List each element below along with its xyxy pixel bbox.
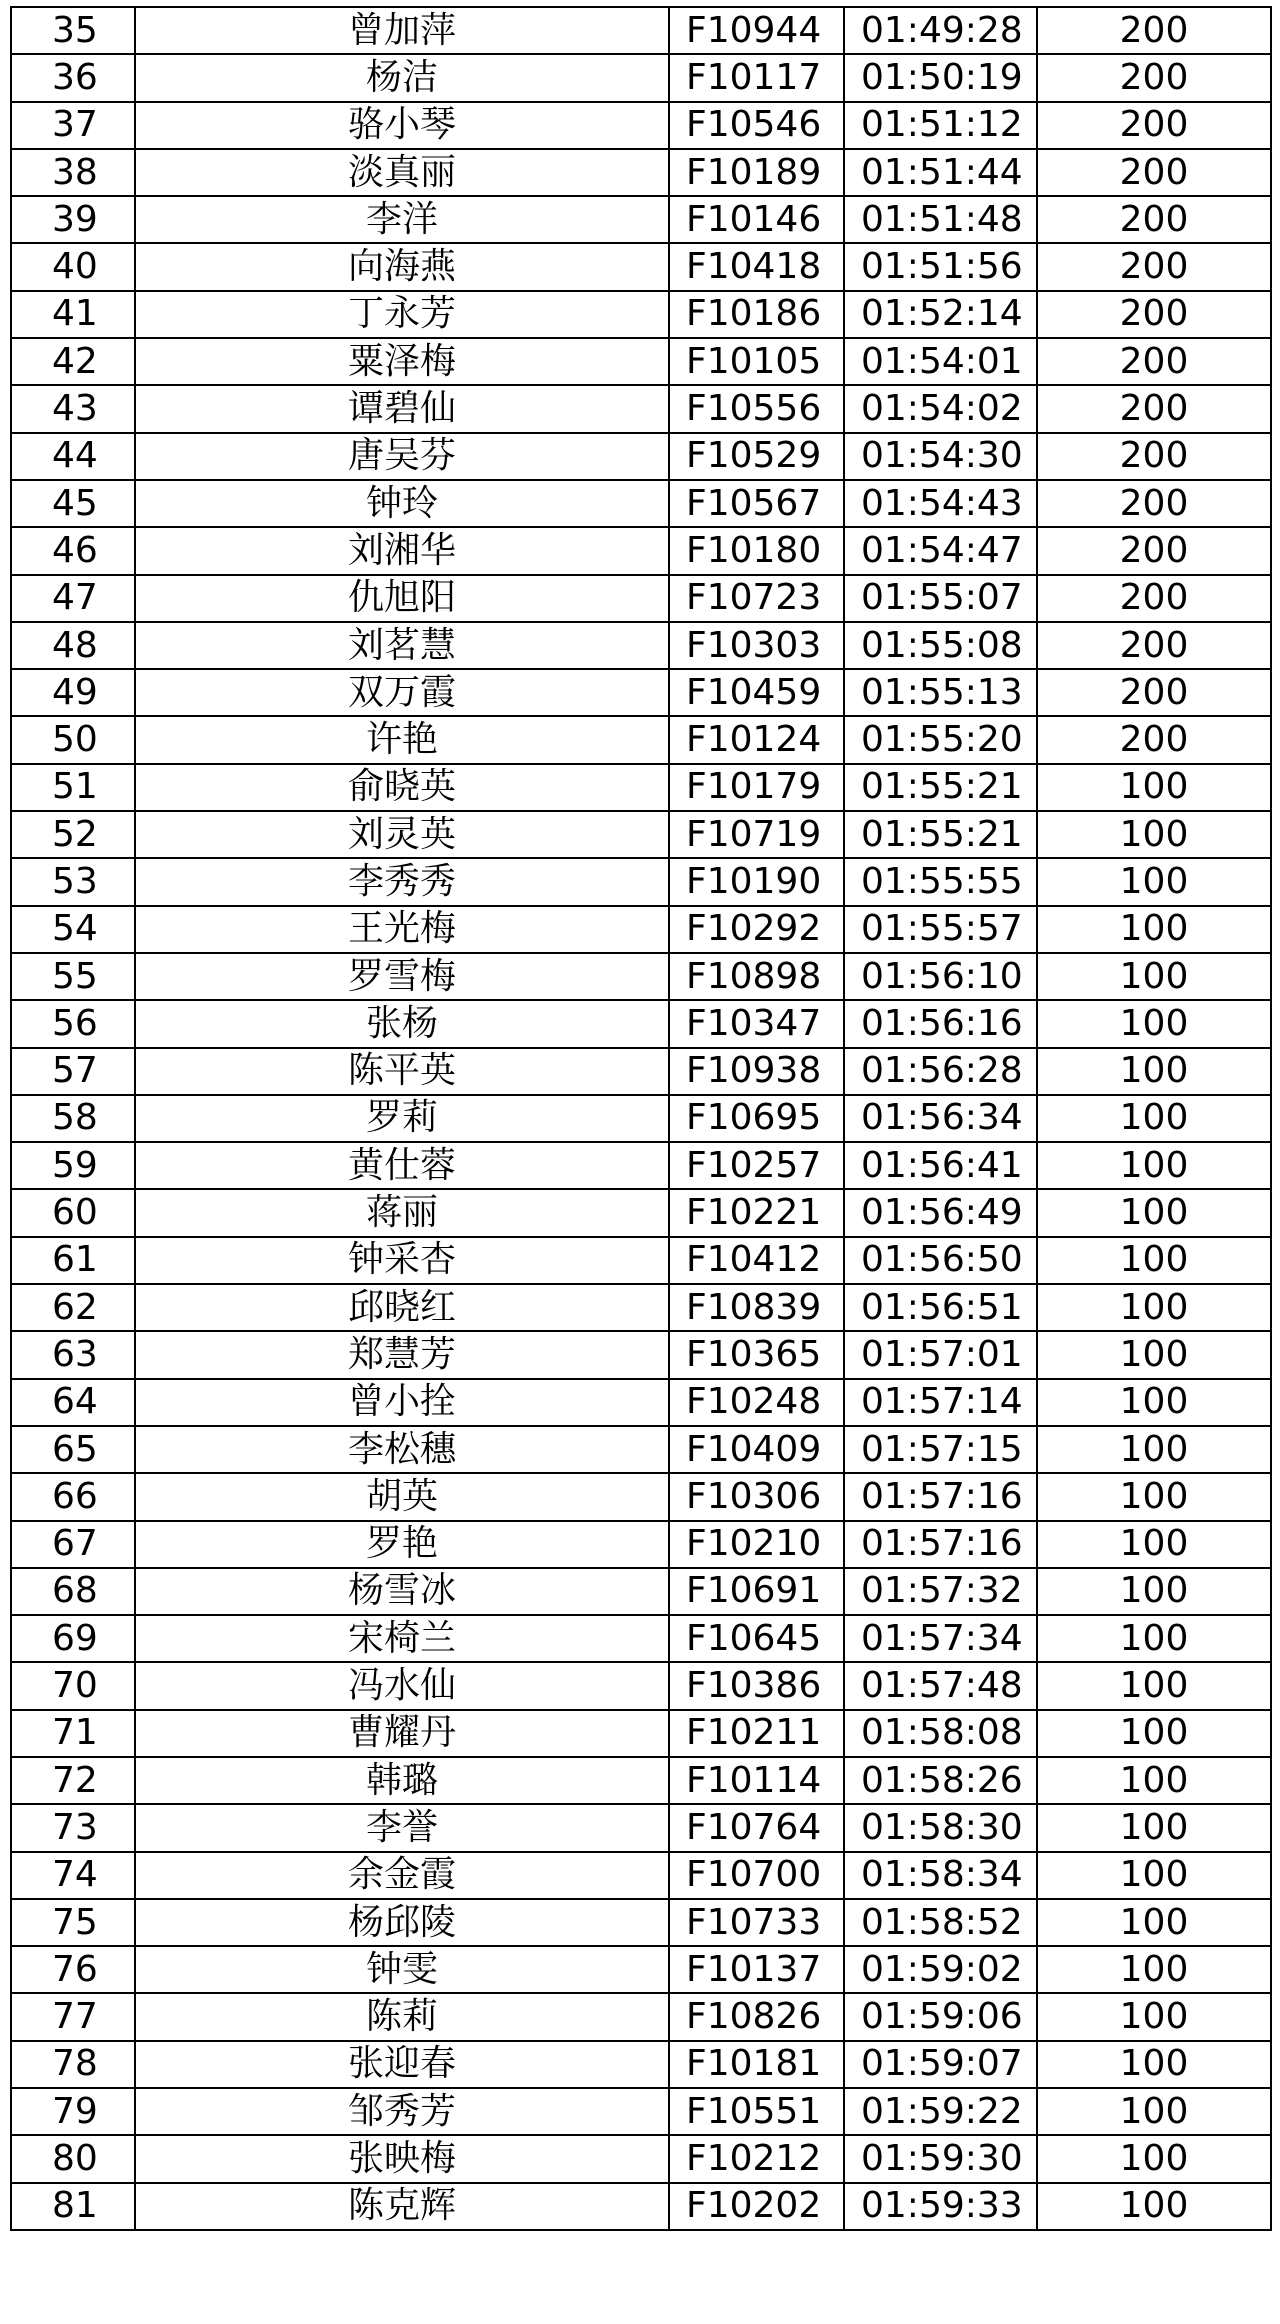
bib-number-cell: F10180 [669, 527, 844, 574]
rank-cell: 48 [11, 622, 135, 669]
bib-number-cell: F10546 [669, 102, 844, 149]
results-table-body [11, 7, 1271, 2230]
points-cell: 100 [1037, 1993, 1271, 2040]
name-cell: 郑慧芳 [135, 1331, 669, 1378]
table-row [11, 1804, 1271, 1851]
points-cell: 200 [1037, 622, 1271, 669]
bib-number-cell: F10146 [669, 196, 844, 243]
points-cell: 100 [1037, 811, 1271, 858]
points-cell: 100 [1037, 1237, 1271, 1284]
table-row [11, 2041, 1271, 2088]
table-row [11, 1852, 1271, 1899]
finish-time-cell: 01:57:32 [844, 1568, 1037, 1615]
name-cell: 钟雯 [135, 1946, 669, 1993]
table-row [11, 1048, 1271, 1095]
rank-cell: 65 [11, 1426, 135, 1473]
rank-cell: 79 [11, 2088, 135, 2135]
table-row [11, 2135, 1271, 2182]
table-row [11, 1993, 1271, 2040]
finish-time-cell: 01:57:15 [844, 1426, 1037, 1473]
rank-cell: 42 [11, 338, 135, 385]
name-cell: 胡英 [135, 1473, 669, 1520]
points-cell: 200 [1037, 338, 1271, 385]
finish-time-cell: 01:55:21 [844, 764, 1037, 811]
finish-time-cell: 01:57:01 [844, 1331, 1037, 1378]
finish-time-cell: 01:56:41 [844, 1142, 1037, 1189]
points-cell: 100 [1037, 764, 1271, 811]
name-cell: 张迎春 [135, 2041, 669, 2088]
bib-number-cell: F10117 [669, 54, 844, 101]
rank-cell: 39 [11, 196, 135, 243]
bib-number-cell: F10114 [669, 1757, 844, 1804]
finish-time-cell: 01:56:28 [844, 1048, 1037, 1095]
rank-cell: 77 [11, 1993, 135, 2040]
name-cell: 曾加萍 [135, 7, 669, 54]
name-cell: 曹耀丹 [135, 1710, 669, 1757]
finish-time-cell: 01:55:21 [844, 811, 1037, 858]
rank-cell: 40 [11, 243, 135, 290]
table-row [11, 764, 1271, 811]
finish-time-cell: 01:55:20 [844, 716, 1037, 763]
finish-time-cell: 01:55:55 [844, 858, 1037, 905]
bib-number-cell: F10700 [669, 1852, 844, 1899]
name-cell: 唐吴芬 [135, 433, 669, 480]
table-row [11, 1331, 1271, 1378]
name-cell: 余金霞 [135, 1852, 669, 1899]
table-row [11, 2088, 1271, 2135]
rank-cell: 54 [11, 906, 135, 953]
finish-time-cell: 01:54:43 [844, 480, 1037, 527]
bib-number-cell: F10529 [669, 433, 844, 480]
rank-cell: 46 [11, 527, 135, 574]
bib-number-cell: F10551 [669, 2088, 844, 2135]
rank-cell: 41 [11, 291, 135, 338]
finish-time-cell: 01:51:44 [844, 149, 1037, 196]
bib-number-cell: F10839 [669, 1284, 844, 1331]
rank-cell: 64 [11, 1379, 135, 1426]
points-cell: 100 [1037, 1284, 1271, 1331]
bib-number-cell: F10181 [669, 2041, 844, 2088]
points-cell: 100 [1037, 906, 1271, 953]
finish-time-cell: 01:55:57 [844, 906, 1037, 953]
finish-time-cell: 01:51:48 [844, 196, 1037, 243]
rank-cell: 72 [11, 1757, 135, 1804]
finish-time-cell: 01:55:08 [844, 622, 1037, 669]
finish-time-cell: 01:55:13 [844, 669, 1037, 716]
points-cell: 100 [1037, 1757, 1271, 1804]
finish-time-cell: 01:56:10 [844, 953, 1037, 1000]
name-cell: 李秀秀 [135, 858, 669, 905]
name-cell: 曾小拴 [135, 1379, 669, 1426]
rank-cell: 62 [11, 1284, 135, 1331]
table-row [11, 669, 1271, 716]
name-cell: 俞晓英 [135, 764, 669, 811]
finish-time-cell: 01:58:08 [844, 1710, 1037, 1757]
name-cell: 仇旭阳 [135, 575, 669, 622]
bib-number-cell: F10292 [669, 906, 844, 953]
rank-cell: 47 [11, 575, 135, 622]
table-row [11, 54, 1271, 101]
table-row [11, 1757, 1271, 1804]
rank-cell: 51 [11, 764, 135, 811]
table-row [11, 1946, 1271, 1993]
name-cell: 黄仕蓉 [135, 1142, 669, 1189]
table-row [11, 7, 1271, 54]
table-row [11, 480, 1271, 527]
points-cell: 200 [1037, 196, 1271, 243]
rank-cell: 57 [11, 1048, 135, 1095]
bib-number-cell: F10137 [669, 1946, 844, 1993]
bib-number-cell: F10567 [669, 480, 844, 527]
table-row [11, 1615, 1271, 1662]
rank-cell: 68 [11, 1568, 135, 1615]
points-cell: 100 [1037, 1804, 1271, 1851]
points-cell: 100 [1037, 1473, 1271, 1520]
table-row [11, 1568, 1271, 1615]
points-cell: 100 [1037, 1048, 1271, 1095]
table-row [11, 1095, 1271, 1142]
bib-number-cell: F10257 [669, 1142, 844, 1189]
bib-number-cell: F10306 [669, 1473, 844, 1520]
bib-number-cell: F10691 [669, 1568, 844, 1615]
name-cell: 张映梅 [135, 2135, 669, 2182]
points-cell: 100 [1037, 1521, 1271, 1568]
finish-time-cell: 01:56:51 [844, 1284, 1037, 1331]
bib-number-cell: F10386 [669, 1662, 844, 1709]
rank-cell: 66 [11, 1473, 135, 1520]
name-cell: 杨邱陵 [135, 1899, 669, 1946]
bib-number-cell: F10248 [669, 1379, 844, 1426]
rank-cell: 73 [11, 1804, 135, 1851]
bib-number-cell: F10719 [669, 811, 844, 858]
table-row [11, 433, 1271, 480]
table-row [11, 1189, 1271, 1236]
bib-number-cell: F10733 [669, 1899, 844, 1946]
table-row [11, 149, 1271, 196]
table-row [11, 811, 1271, 858]
bib-number-cell: F10898 [669, 953, 844, 1000]
name-cell: 刘灵英 [135, 811, 669, 858]
bib-number-cell: F10212 [669, 2135, 844, 2182]
name-cell: 谭碧仙 [135, 385, 669, 432]
table-row [11, 622, 1271, 669]
rank-cell: 76 [11, 1946, 135, 1993]
points-cell: 100 [1037, 1615, 1271, 1662]
table-row [11, 338, 1271, 385]
table-row [11, 1426, 1271, 1473]
finish-time-cell: 01:51:12 [844, 102, 1037, 149]
table-row [11, 102, 1271, 149]
rank-cell: 50 [11, 716, 135, 763]
bib-number-cell: F10124 [669, 716, 844, 763]
table-row [11, 1379, 1271, 1426]
rank-cell: 45 [11, 480, 135, 527]
points-cell: 100 [1037, 2183, 1271, 2230]
rank-cell: 71 [11, 1710, 135, 1757]
bib-number-cell: F10189 [669, 149, 844, 196]
bib-number-cell: F10418 [669, 243, 844, 290]
table-row [11, 1662, 1271, 1709]
finish-time-cell: 01:57:16 [844, 1473, 1037, 1520]
finish-time-cell: 01:58:26 [844, 1757, 1037, 1804]
points-cell: 200 [1037, 102, 1271, 149]
points-cell: 100 [1037, 1142, 1271, 1189]
rank-cell: 37 [11, 102, 135, 149]
name-cell: 陈莉 [135, 1993, 669, 2040]
table-row [11, 243, 1271, 290]
points-cell: 100 [1037, 1662, 1271, 1709]
bib-number-cell: F10764 [669, 1804, 844, 1851]
bib-number-cell: F10944 [669, 7, 844, 54]
table-row [11, 196, 1271, 243]
name-cell: 丁永芳 [135, 291, 669, 338]
rank-cell: 43 [11, 385, 135, 432]
name-cell: 杨雪冰 [135, 1568, 669, 1615]
points-cell: 200 [1037, 716, 1271, 763]
name-cell: 骆小琴 [135, 102, 669, 149]
points-cell: 100 [1037, 2135, 1271, 2182]
bib-number-cell: F10412 [669, 1237, 844, 1284]
finish-time-cell: 01:57:16 [844, 1521, 1037, 1568]
finish-time-cell: 01:56:34 [844, 1095, 1037, 1142]
name-cell: 双万霞 [135, 669, 669, 716]
finish-time-cell: 01:57:14 [844, 1379, 1037, 1426]
finish-time-cell: 01:58:34 [844, 1852, 1037, 1899]
bib-number-cell: F10179 [669, 764, 844, 811]
points-cell: 100 [1037, 1946, 1271, 1993]
name-cell: 张杨 [135, 1000, 669, 1047]
name-cell: 向海燕 [135, 243, 669, 290]
table-row [11, 1710, 1271, 1757]
finish-time-cell: 01:56:16 [844, 1000, 1037, 1047]
finish-time-cell: 01:58:52 [844, 1899, 1037, 1946]
finish-time-cell: 01:56:50 [844, 1237, 1037, 1284]
points-cell: 100 [1037, 1852, 1271, 1899]
name-cell: 李松穗 [135, 1426, 669, 1473]
bib-number-cell: F10186 [669, 291, 844, 338]
name-cell: 罗莉 [135, 1095, 669, 1142]
finish-time-cell: 01:49:28 [844, 7, 1037, 54]
rank-cell: 52 [11, 811, 135, 858]
bib-number-cell: F10210 [669, 1521, 844, 1568]
name-cell: 刘湘华 [135, 527, 669, 574]
name-cell: 冯水仙 [135, 1662, 669, 1709]
points-cell: 200 [1037, 243, 1271, 290]
table-row [11, 1284, 1271, 1331]
points-cell: 100 [1037, 1568, 1271, 1615]
rank-cell: 70 [11, 1662, 135, 1709]
name-cell: 李洋 [135, 196, 669, 243]
rank-cell: 59 [11, 1142, 135, 1189]
bib-number-cell: F10190 [669, 858, 844, 905]
table-row [11, 1899, 1271, 1946]
finish-time-cell: 01:52:14 [844, 291, 1037, 338]
name-cell: 陈克辉 [135, 2183, 669, 2230]
rank-cell: 80 [11, 2135, 135, 2182]
bib-number-cell: F10826 [669, 1993, 844, 2040]
rank-cell: 75 [11, 1899, 135, 1946]
bib-number-cell: F10695 [669, 1095, 844, 1142]
finish-time-cell: 01:59:02 [844, 1946, 1037, 1993]
bib-number-cell: F10221 [669, 1189, 844, 1236]
table-row [11, 385, 1271, 432]
bib-number-cell: F10556 [669, 385, 844, 432]
finish-time-cell: 01:59:07 [844, 2041, 1037, 2088]
points-cell: 200 [1037, 385, 1271, 432]
finish-time-cell: 01:59:33 [844, 2183, 1037, 2230]
points-cell: 200 [1037, 527, 1271, 574]
name-cell: 宋椅兰 [135, 1615, 669, 1662]
points-cell: 100 [1037, 1331, 1271, 1378]
rank-cell: 38 [11, 149, 135, 196]
points-cell: 200 [1037, 7, 1271, 54]
finish-time-cell: 01:54:30 [844, 433, 1037, 480]
rank-cell: 78 [11, 2041, 135, 2088]
bib-number-cell: F10459 [669, 669, 844, 716]
table-row [11, 291, 1271, 338]
points-cell: 100 [1037, 1710, 1271, 1757]
name-cell: 淡真丽 [135, 149, 669, 196]
rank-cell: 60 [11, 1189, 135, 1236]
finish-time-cell: 01:55:07 [844, 575, 1037, 622]
bib-number-cell: F10723 [669, 575, 844, 622]
rank-cell: 81 [11, 2183, 135, 2230]
points-cell: 200 [1037, 149, 1271, 196]
finish-time-cell: 01:56:49 [844, 1189, 1037, 1236]
finish-time-cell: 01:59:30 [844, 2135, 1037, 2182]
rank-cell: 69 [11, 1615, 135, 1662]
points-cell: 100 [1037, 858, 1271, 905]
table-row [11, 1237, 1271, 1284]
table-row [11, 527, 1271, 574]
table-row [11, 1473, 1271, 1520]
name-cell: 陈平英 [135, 1048, 669, 1095]
rank-cell: 56 [11, 1000, 135, 1047]
points-cell: 100 [1037, 2088, 1271, 2135]
bib-number-cell: F10409 [669, 1426, 844, 1473]
points-cell: 200 [1037, 54, 1271, 101]
name-cell: 邱晓红 [135, 1284, 669, 1331]
finish-time-cell: 01:57:34 [844, 1615, 1037, 1662]
points-cell: 100 [1037, 953, 1271, 1000]
bib-number-cell: F10938 [669, 1048, 844, 1095]
name-cell: 邹秀芳 [135, 2088, 669, 2135]
table-row [11, 1000, 1271, 1047]
points-cell: 100 [1037, 1426, 1271, 1473]
name-cell: 罗艳 [135, 1521, 669, 1568]
name-cell: 杨洁 [135, 54, 669, 101]
name-cell: 粟泽梅 [135, 338, 669, 385]
points-cell: 200 [1037, 480, 1271, 527]
rank-cell: 63 [11, 1331, 135, 1378]
finish-time-cell: 01:54:02 [844, 385, 1037, 432]
table-row [11, 716, 1271, 763]
results-table [10, 6, 1272, 2231]
name-cell: 钟玲 [135, 480, 669, 527]
name-cell: 蒋丽 [135, 1189, 669, 1236]
table-row [11, 906, 1271, 953]
rank-cell: 55 [11, 953, 135, 1000]
finish-time-cell: 01:57:48 [844, 1662, 1037, 1709]
finish-time-cell: 01:59:22 [844, 2088, 1037, 2135]
rank-cell: 36 [11, 54, 135, 101]
rank-cell: 53 [11, 858, 135, 905]
points-cell: 200 [1037, 669, 1271, 716]
table-row [11, 575, 1271, 622]
points-cell: 200 [1037, 433, 1271, 480]
points-cell: 200 [1037, 575, 1271, 622]
name-cell: 罗雪梅 [135, 953, 669, 1000]
bib-number-cell: F10105 [669, 338, 844, 385]
rank-cell: 35 [11, 7, 135, 54]
bib-number-cell: F10303 [669, 622, 844, 669]
bib-number-cell: F10211 [669, 1710, 844, 1757]
rank-cell: 67 [11, 1521, 135, 1568]
bib-number-cell: F10202 [669, 2183, 844, 2230]
name-cell: 刘茗慧 [135, 622, 669, 669]
table-row [11, 2183, 1271, 2230]
finish-time-cell: 01:54:47 [844, 527, 1037, 574]
points-cell: 100 [1037, 1095, 1271, 1142]
points-cell: 100 [1037, 1379, 1271, 1426]
rank-cell: 61 [11, 1237, 135, 1284]
name-cell: 许艳 [135, 716, 669, 763]
points-cell: 100 [1037, 1189, 1271, 1236]
table-row [11, 858, 1271, 905]
table-row [11, 953, 1271, 1000]
finish-time-cell: 01:59:06 [844, 1993, 1037, 2040]
bib-number-cell: F10645 [669, 1615, 844, 1662]
finish-time-cell: 01:54:01 [844, 338, 1037, 385]
points-cell: 100 [1037, 1899, 1271, 1946]
table-row [11, 1142, 1271, 1189]
name-cell: 韩璐 [135, 1757, 669, 1804]
bib-number-cell: F10365 [669, 1331, 844, 1378]
bib-number-cell: F10347 [669, 1000, 844, 1047]
name-cell: 王光梅 [135, 906, 669, 953]
points-cell: 100 [1037, 2041, 1271, 2088]
finish-time-cell: 01:58:30 [844, 1804, 1037, 1851]
rank-cell: 49 [11, 669, 135, 716]
rank-cell: 74 [11, 1852, 135, 1899]
name-cell: 李誉 [135, 1804, 669, 1851]
table-row [11, 1521, 1271, 1568]
name-cell: 钟采杏 [135, 1237, 669, 1284]
rank-cell: 44 [11, 433, 135, 480]
finish-time-cell: 01:50:19 [844, 54, 1037, 101]
rank-cell: 58 [11, 1095, 135, 1142]
points-cell: 100 [1037, 1000, 1271, 1047]
points-cell: 200 [1037, 291, 1271, 338]
finish-time-cell: 01:51:56 [844, 243, 1037, 290]
